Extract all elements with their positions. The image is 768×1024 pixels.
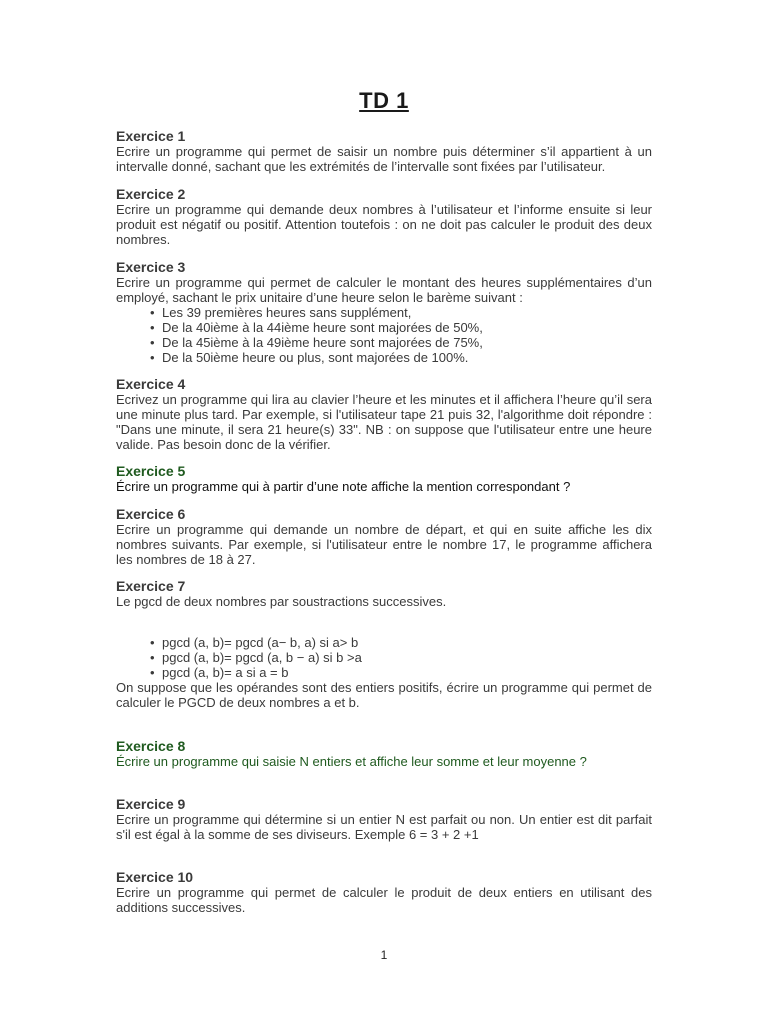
exercise-4 — [116, 376, 652, 452]
exercise-heading: Exercice 4 — [116, 376, 186, 392]
exercise-text: Écrire un programme qui à partir d’une note affiche la mention correspondant ? — [116, 479, 571, 494]
exercise-9 — [116, 796, 652, 842]
exercise-heading: Exercice 10 — [116, 869, 194, 885]
exercise-heading: Exercice 7 — [116, 578, 186, 594]
exercise-text: Écrire un programme qui saisie N entiers et affiche leur somme et leur moyenne ? — [116, 754, 587, 769]
exercise-text: Ecrire un programme qui permet de saisir un nombre puis déterminer s’il appartient à un intervalle donné, sachant que les extrémités de l’intervalle sont fixées par l’utilisateur. — [116, 144, 652, 174]
exercise-heading: Exercice 9 — [116, 796, 186, 812]
exercise-text: Ecrire un programme qui permet de calculer le montant des heures supplémentaires d’un employé, sachant le prix unitaire d’une heure selon le barème suivant : — [116, 275, 652, 305]
exercise-heading: Exercice 8 — [116, 738, 186, 754]
exercise-heading: Exercice 6 — [116, 506, 186, 522]
exercise-text: Ecrire un programme qui permet de calculer le produit de deux entiers en utilisant des additions successives. — [116, 885, 652, 915]
exercise-2 — [116, 186, 652, 247]
list-item: • pgcd (a, b)= a si a = b — [116, 665, 652, 680]
exercise-text-continued: On suppose que les opérandes sont des entiers positifs, écrire un programme qui permet de calculer le PGCD de deux nombres a et b. — [116, 680, 652, 710]
page-title: TD 1 — [359, 88, 409, 113]
exercise-text: Ecrire un programme qui demande un nombre de départ, et qui en suite affiche les dix nombres suivants. Par exemple, si l'utilisateur entre le nombre 17, le programme affichera les nombres de 18 à 27. — [116, 522, 652, 567]
exercise-text: Ecrire un programme qui demande deux nombres à l’utilisateur et l’informe ensuite si leur produit est négatif ou positif. Attention toutefois : on ne doit pas calculer le produit des deux nombres. — [116, 202, 652, 247]
list-item: • pgcd (a, b)= pgcd (a− b, a) si a> b — [116, 635, 652, 650]
list-item: • Les 39 premières heures sans supplément, — [116, 305, 652, 320]
exercise-heading: Exercice 1 — [116, 128, 186, 144]
exercise-text: Ecrivez un programme qui lira au clavier l’heure et les minutes et il affichera l’heure qu’il sera une minute plus tard. Par exemple, si l'utilisateur tape 21 puis 32, l'algorithme doit répondre : "Dans une minute, il sera 21 heure(s) 33". NB : on suppose que l'utilisateur entre une heure valide. Pas besoin donc de la vérifier. — [116, 392, 652, 452]
page-number: 1 — [380, 948, 388, 962]
exercise-6 — [116, 506, 652, 567]
exercise-heading: Exercice 5 — [116, 463, 186, 479]
exercise-text: Le pgcd de deux nombres par soustractions successives. — [116, 594, 447, 609]
bareme-list — [116, 305, 652, 365]
exercise-10 — [116, 869, 652, 915]
exercise-5 — [116, 463, 652, 494]
list-item: • De la 40ième à la 44ième heure sont majorées de 50%, — [116, 320, 652, 335]
exercise-heading: Exercice 3 — [116, 259, 186, 275]
exercise-text: Ecrire un programme qui détermine si un entier N est parfait ou non. Un entier est dit parfait s'il est égal à la somme de ses diviseurs. Exemple 6 = 3 + 2 +1 — [116, 812, 652, 842]
exercise-8 — [116, 738, 652, 769]
exercise-heading: Exercice 2 — [116, 186, 186, 202]
list-item: • pgcd (a, b)= pgcd (a, b − a) si b >a — [116, 650, 652, 665]
exercise-3 — [116, 259, 652, 365]
exercise-1 — [116, 128, 652, 174]
pgcd-rules-list — [116, 635, 652, 680]
exercise-7 — [116, 578, 652, 710]
list-item: • De la 50ième heure ou plus, sont majorées de 100%. — [116, 350, 652, 365]
list-item: • De la 45ième à la 49ième heure sont majorées de 75%, — [116, 335, 652, 350]
